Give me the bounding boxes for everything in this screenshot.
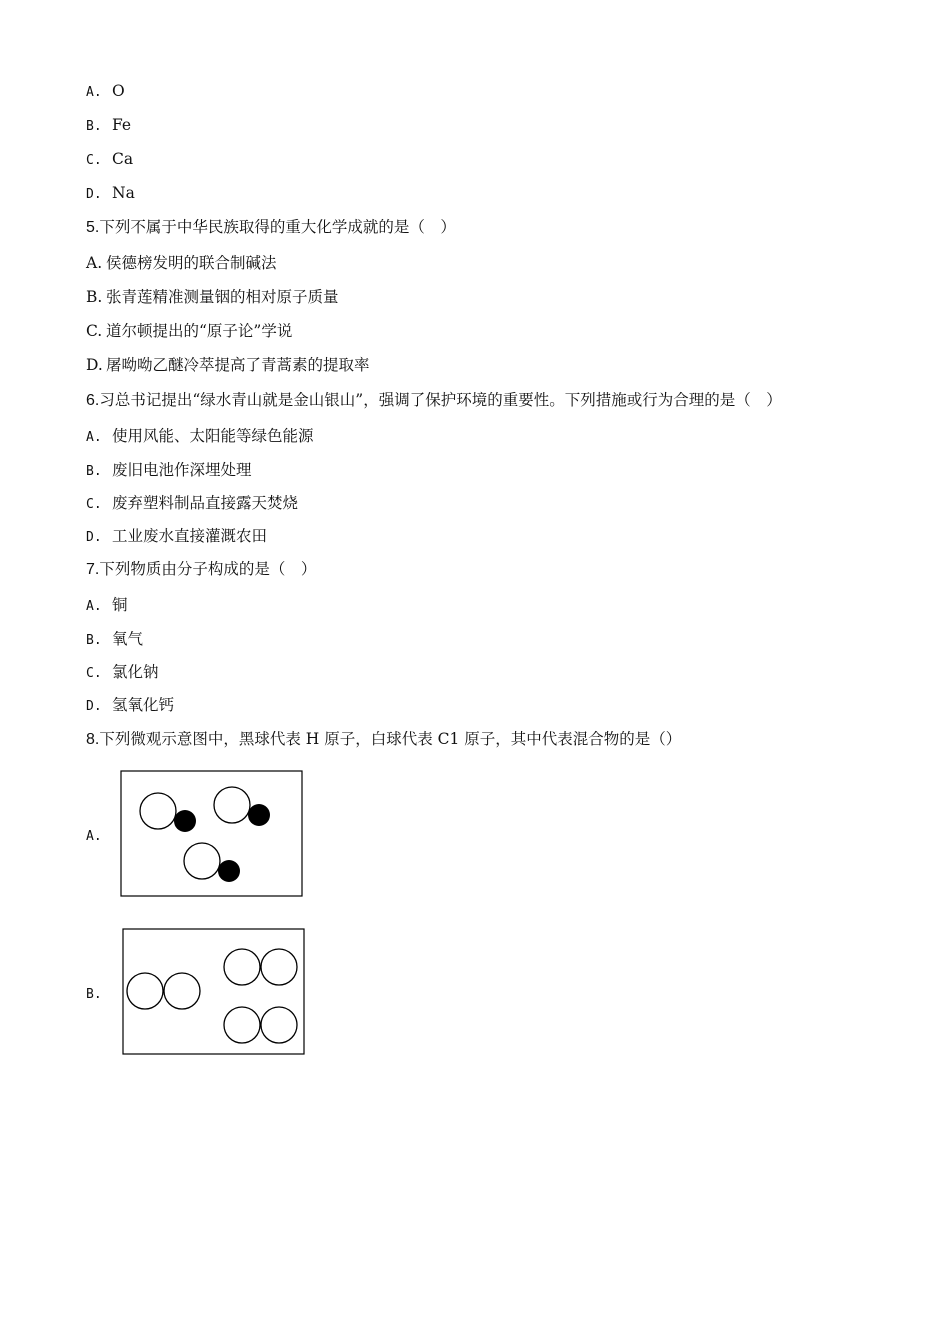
q8-option-a-label: A.: [86, 829, 102, 844]
q8-option-a-diagram: [120, 770, 304, 898]
q5-option-b: B. 张青莲精准测量铟的相对原子质量: [86, 288, 339, 306]
q7-stem: 7.下列物质由分子构成的是（ ）: [86, 560, 317, 578]
q5-option-a: A. 侯德榜发明的联合制碱法: [86, 254, 277, 272]
q7-option-c: C. 氯化钠: [86, 663, 159, 681]
q4-option-c: C. Ca: [86, 150, 134, 168]
q8-option-b-diagram: [122, 928, 306, 1056]
q6-option-b: B. 废旧电池作深埋处理: [86, 461, 252, 479]
q4-option-a: A. O: [86, 82, 125, 100]
q7-option-b: B. 氧气: [86, 630, 144, 648]
q6-option-d: D. 工业废水直接灌溉农田: [86, 527, 268, 545]
q5-stem: 5.下列不属于中华民族取得的重大化学成就的是（ ）: [86, 218, 456, 236]
h-atom: [174, 810, 196, 832]
q7-option-a: A. 铜: [86, 596, 128, 614]
q8-option-b-label: B.: [86, 987, 102, 1002]
diagram-frame: [121, 771, 302, 896]
q5-option-d: D. 屠呦呦乙醚冷萃提高了青蒿素的提取率: [86, 356, 370, 374]
h-atom: [248, 804, 270, 826]
q4-option-d: D. Na: [86, 184, 135, 202]
q4-option-b: B. Fe: [86, 116, 132, 134]
q7-option-d: D. 氢氧化钙: [86, 696, 175, 714]
h-atom: [218, 860, 240, 882]
q6-option-c: C. 废弃塑料制品直接露天焚烧: [86, 494, 299, 512]
q6-stem: 6.习总书记提出“绿水青山就是金山银山”，强调了保护环境的重要性。下列措施或行为合理的是（ ）: [86, 391, 782, 409]
q6-option-a: A. 使用风能、太阳能等绿色能源: [86, 427, 314, 445]
diagram-frame: [123, 929, 304, 1054]
q8-stem: 8.下列微观示意图中，黑球代表 H 原子，白球代表 C1 原子，其中代表混合物的是（）: [86, 730, 682, 748]
q5-option-c: C. 道尔顿提出的“原子论”学说: [86, 322, 293, 340]
